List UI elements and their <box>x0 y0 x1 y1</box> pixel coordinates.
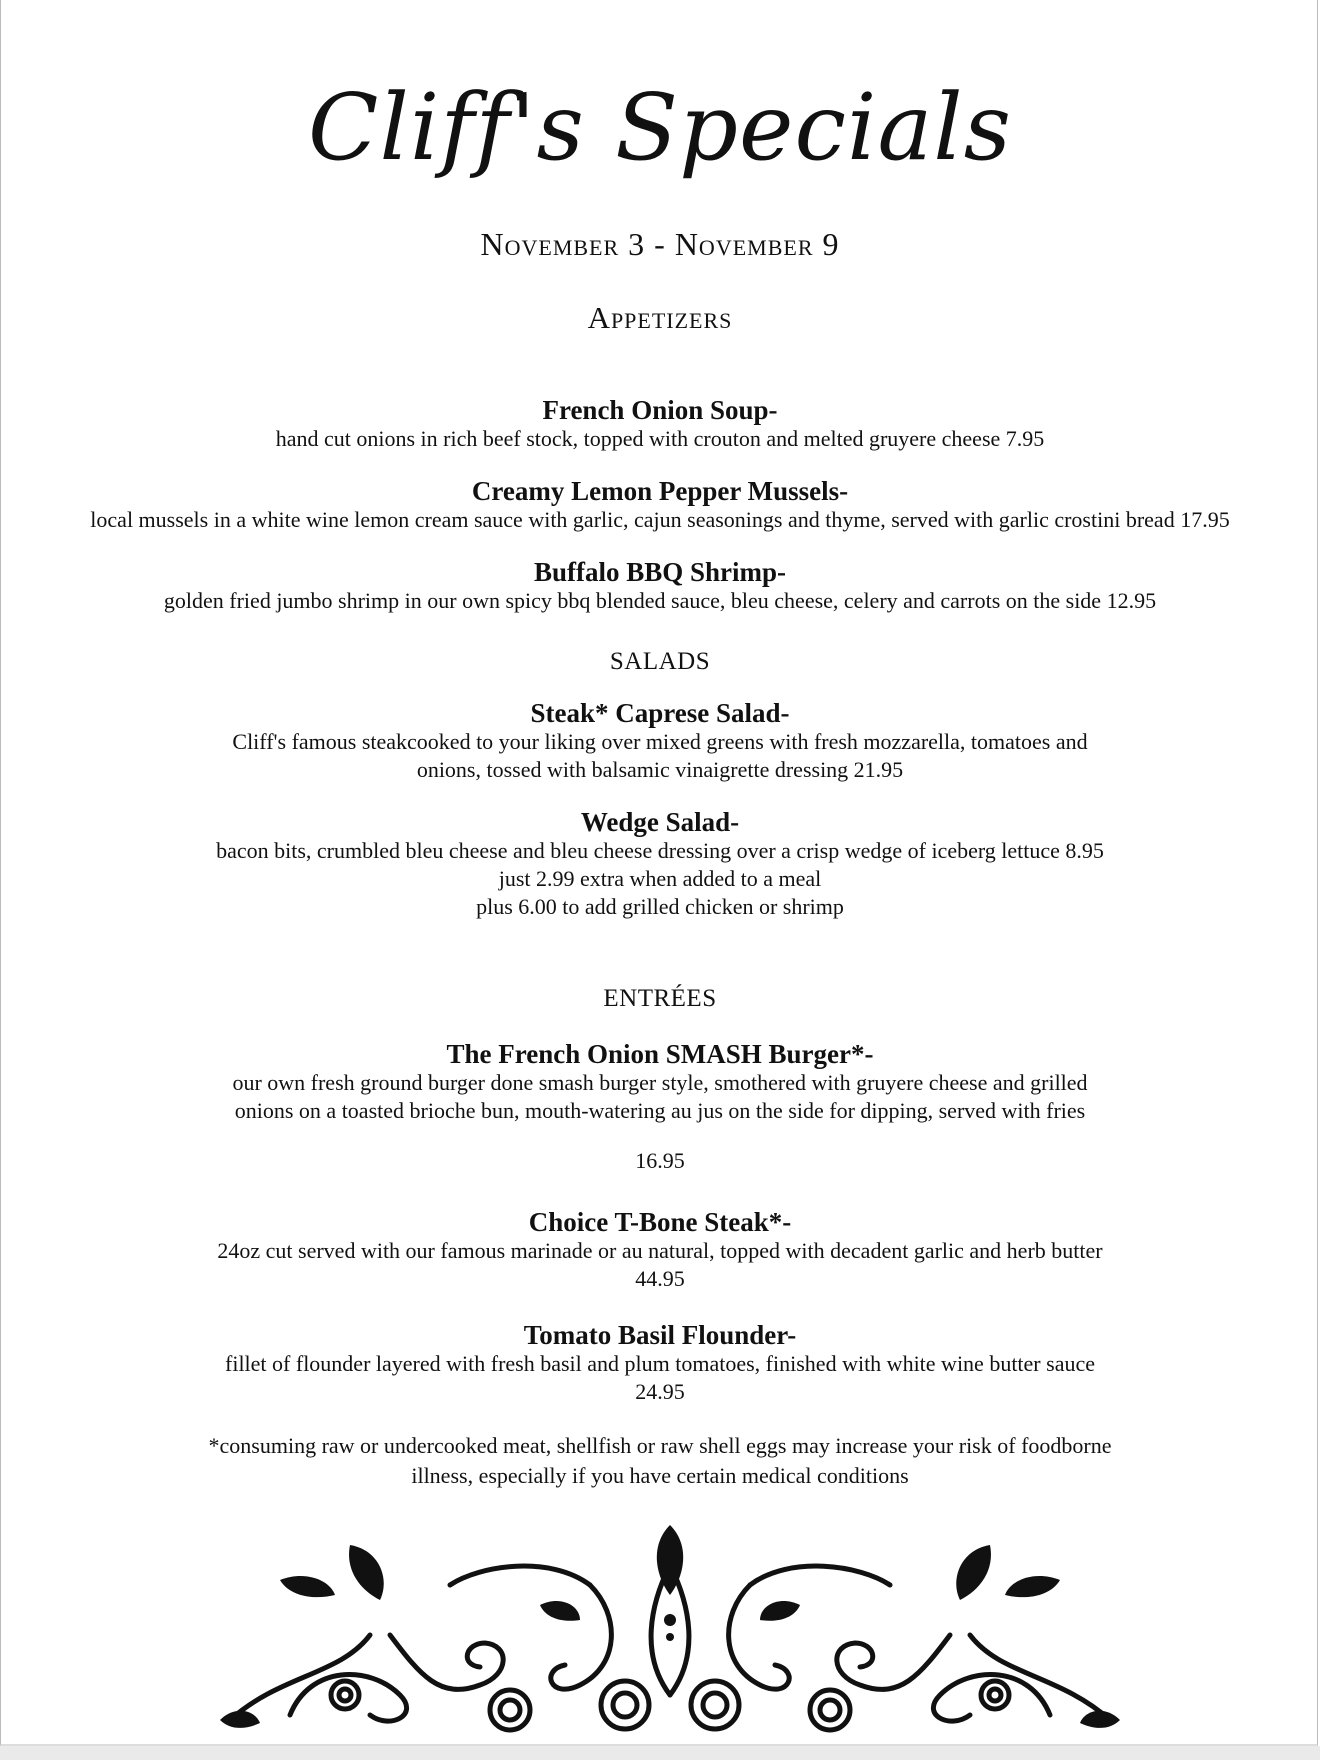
menu-item-tomato-basil-flounder <box>0 1320 1320 1406</box>
item-name: Tomato Basil Flounder- <box>523 1320 797 1350</box>
item-description-line: 24oz cut served with our famous marinade or au natural, topped with decadent garlic and herb butter <box>217 1238 1103 1263</box>
flourish-ornament-icon <box>220 1525 1120 1735</box>
item-description-line: fillet of flounder layered with fresh basil and plum tomatoes, finished with white wine butter sauce <box>225 1351 1095 1376</box>
item-description-line: bacon bits, crumbled bleu cheese and bleu cheese dressing over a crisp wedge of iceberg lettuce 8.95 <box>216 838 1104 863</box>
item-name: Wedge Salad- <box>580 807 740 837</box>
item-description-line: just 2.99 extra when added to a meal <box>498 866 822 891</box>
item-description <box>0 837 1320 921</box>
appetizers-heading: Appetizers <box>587 300 733 335</box>
food-safety-note-line: illness, especially if you have certain medical conditions <box>411 1463 909 1488</box>
item-name: The French Onion SMASH Burger*- <box>446 1039 874 1069</box>
item-price: 24.95 <box>635 1379 685 1404</box>
item-description: golden fried jumbo shrimp in our own spicy bbq blended sauce, bleu cheese, celery and carrots on the side 12.95 <box>163 588 1157 613</box>
item-description-line: our own fresh ground burger done smash burger style, smothered with gruyere cheese and grilled <box>232 1070 1088 1095</box>
menu-item-french-onion-soup <box>0 395 1320 453</box>
menu-item-lemon-pepper-mussels <box>0 476 1320 534</box>
entrees-heading: ENTRÉES <box>603 985 717 1012</box>
food-safety-note <box>0 1431 1320 1491</box>
item-price: 16.95 <box>635 1148 685 1173</box>
menu-item-steak-caprese-salad <box>0 698 1320 784</box>
item-description-line: onions, tossed with balsamic vinaigrette dressing 21.95 <box>416 757 904 782</box>
item-description <box>0 1237 1320 1265</box>
salads-heading: SALADS <box>609 648 711 675</box>
menu-date-range: November 3 - November 9 <box>480 226 840 262</box>
item-description-line: plus 6.00 to add grilled chicken or shrimp <box>476 894 844 919</box>
menu-item-buffalo-bbq-shrimp <box>0 557 1320 615</box>
item-name: Buffalo BBQ Shrimp- <box>533 557 787 587</box>
item-description-line: Cliff's famous steakcooked to your liking over mixed greens with fresh mozzarella, tomatoes and <box>232 729 1088 754</box>
item-description: local mussels in a white wine lemon cream sauce with garlic, cajun seasonings and thyme, served with garlic crostini bread 17.95 <box>90 507 1230 532</box>
item-description <box>0 1069 1320 1125</box>
item-name: French Onion Soup- <box>542 395 778 425</box>
menu-item-wedge-salad <box>0 807 1320 921</box>
item-price: 44.95 <box>635 1266 685 1291</box>
menu-item-french-onion-smash-burger <box>0 1039 1320 1175</box>
menu-title: Cliff's Specials <box>308 74 1012 181</box>
item-description <box>0 728 1320 784</box>
item-description: hand cut onions in rich beef stock, topped with crouton and melted gruyere cheese 7.95 <box>275 426 1045 451</box>
page-bottom-edge <box>0 1746 1320 1760</box>
item-description-line: onions on a toasted brioche bun, mouth-watering au jus on the side for dipping, served with fries <box>234 1098 1086 1123</box>
food-safety-note-line: *consuming raw or undercooked meat, shellfish or raw shell eggs may increase your risk of foodborne <box>208 1433 1112 1458</box>
item-description <box>0 1350 1320 1378</box>
item-name: Steak* Caprese Salad- <box>530 698 790 728</box>
menu-item-t-bone-steak <box>0 1207 1320 1293</box>
item-name: Creamy Lemon Pepper Mussels- <box>471 476 849 506</box>
item-name: Choice T-Bone Steak*- <box>528 1207 792 1237</box>
